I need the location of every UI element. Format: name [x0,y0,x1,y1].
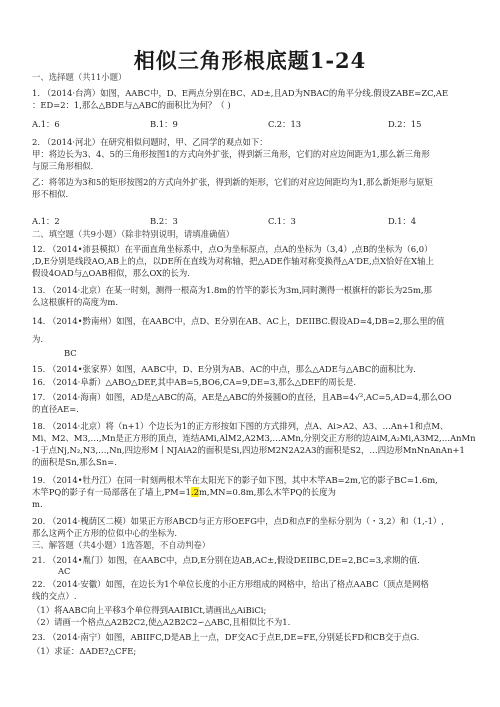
q23-subquestion: （1）求证：ΔADE?△CFE; [32,646,137,656]
q18-line: 18. （2014·北京）将（n+1）个边长为1的正方形按如下图的方式排列，点A、Ai>A2、A3、…An+1和点M、 [32,421,449,431]
q14-line: 为. [32,334,44,344]
q1-option-c: C.2：13 [268,119,302,129]
q19-text: m,MN=0.8m,那么木竿PQ的长度为 [198,487,336,497]
q2-options [32,215,477,227]
q12-line: 12. （2014•沛县模拟）在平面直角坐标系中，点O为坐标原点，点A的坐标为（3,4）,点B的坐标为（6,0） [32,244,433,254]
q19-line [32,487,477,498]
q14-figure-label: BC [64,348,77,358]
q19-line: 19. （2014•牡丹江）在同一时刻两根木竿在太阳光下的影子如下图，其中木竿AB=2m,它的影子BC=1.6m, [32,475,438,485]
q20-line: 那么这两个正方形的位似中心的坐标为. [32,528,178,538]
q14-line: 14. （2014•黔南州）如图，在AABC中，点D、E分别在AB、AC上，DEIIBC.假设AD=4,DB=2,那么里的值 [32,316,445,326]
q13-line: 么这根旗杆的高度为m. [32,297,118,307]
q22-line: 线的交点）. [32,591,77,601]
q22-subquestion: （2）请画一个格点△A2B2C2,使△A2B2C2∽△ABC,且相似比不为1. [32,617,291,627]
q15-line: 15. （2014•张家界）如图，AABC中，D、E分别为AB、AC的中点，那么△ADE与△ABC的面积比为. [32,364,416,374]
q17-line: 17. （2014·海南）如图，AD是△ABC的高，AE是△ABC的外接圆O的直径，且AB=4√²,AC=5,AD=4,那么OO [32,392,452,402]
page-title: 相似三角形根底题1-24 [133,48,367,73]
q22-line: 22. （2014·安徽）如图，在边长为1个单位长度的小正方形组成的网格中，给出了格点AABC（顶点是网格 [32,579,429,589]
q2-line: 形不相似. [32,189,69,199]
q1-line: ：ED=2：1,那么△BDE与△ABC的面积比为何？（ ) [32,100,231,110]
q21-figure-label: AC [58,566,71,576]
q1-options [32,118,477,130]
q2-option-b: B.2：3 [150,216,178,226]
q2-line: 甲：将边长为3、4、5的三角形按图1的方式向外扩张，得到新三角形，它们的对应边间距为1,那么新三角形 [32,149,430,159]
q19-highlight: .2 [190,487,199,497]
section-heading-fill: 二、填空题（共9小题）（除非特别说明，请填准确值） [32,229,235,239]
q19-text: 木竿PQ的影子有一局部落在了墙上,PM=1 [32,487,191,497]
q20-line: 20. （2014·槐荫区二模）如果正方形ABCD与正方形OEFG中，点D和点F的坐标分别为（・3,2）和（1,-1）, [32,516,444,526]
q1-option-d: D.2：15 [388,119,422,129]
q23-line: 23. （2014·南宁）如图，ABIIFC,D是AB上一点，DF交AC于点E,DE=FE,分别延长FD和CB交于点G. [32,632,420,642]
q2-line: 乙：将邻边为3和5的矩形按图2的方式向外扩张，得到新的矩形，它们的对应边间距均为1,那么新矩形与原矩 [32,177,433,187]
q12-line: 假设4OAD与△OAB相似，那么OX的长为. [32,268,190,278]
q2-option-a: A.1：2 [32,216,60,226]
q2-option-d: D.1：4 [388,216,417,226]
q2-line: 与原三角形相似. [32,161,94,171]
q21-line: 21. （2014•胤门）如图，在AABC中，点D,E分别在边AB,AC±,假设DEIIBC,DE=2,BC=3,求期的值. [32,555,420,565]
q1-line: 1. （2014·台湾）如图，AABC中，D、E两点分别在BC、AD±,且AD为NBAC的角平分线.假设ZABE=ZC,AE [32,88,449,98]
section-heading-choice: 一、选择题（共11小题） [32,72,127,82]
q2-option-c: C.1：3 [268,216,296,226]
q2-line: 2. （2014·河北）在研究相似问题时，甲、乙同学的观点如下： [32,137,268,147]
q17-line: 的直径AE=. [32,404,79,414]
q1-option-b: B.1：9 [150,119,178,129]
section-heading-solve: 三、解答题（共4小题）1选答题，不自动判卷） [32,540,211,550]
q18-line: -1于点Nj,N₂,N3,…,Nn,四边形M丨NJAiA2的面积是Si,四边形M2N2A2A3的面积是S2，…四边形MnNnAnAn+1 [32,445,465,455]
q22-subquestion: （1）将AABC向上平移3个单位得到AAIBICt,请画出△AiBiCi; [32,605,267,615]
q1-option-a: A.1：6 [32,119,60,129]
q12-line: ,D,E分别是线段AO,AB上的点，以DE所在直线为对称轴，把△ADE作轴对称变换得△A'DE,点X恰好在X轴上 [32,256,434,266]
q18-line: Mi、M2、M3,…,Mn是正方形的顶点，连结AMi,AlM2,A2M3,…AMn,分别交正方形的边AiM,A₂Mi,A3M2,…AnMn [32,433,476,443]
q16-line: 16. （2014·阜新）△ABO△DEF,其中AB=5,BO6,CA=9,DE=3,那么△DEF的周长是. [32,377,356,387]
q19-line: m. [32,499,43,509]
q18-line: 的面积是Sn,那么Sn=. [32,457,117,467]
q13-line: 13. （2014·北京）在某一时刻，测得一根高为1.8m的竹竿的影长为3m,同时测得一根旗杆的影长为25m,那 [32,285,432,295]
